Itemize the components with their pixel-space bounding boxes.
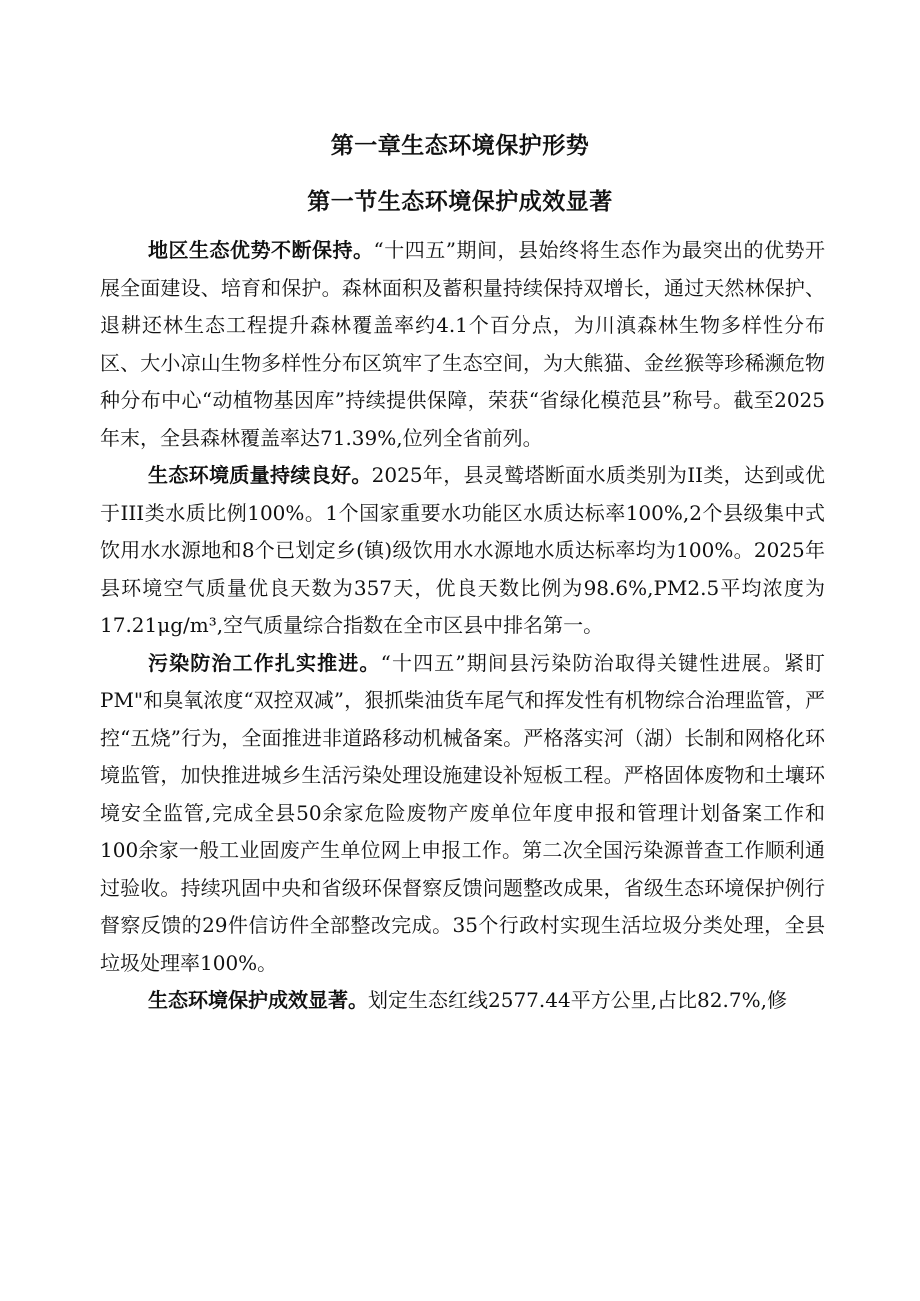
paragraph-protection-results bbox=[100, 982, 825, 1020]
paragraph-lead: 生态环境质量持续良好。 bbox=[148, 463, 372, 487]
paragraph-lead: 地区生态优势不断保持。 bbox=[148, 238, 374, 262]
paragraph-text: “十四五”期间，县始终将生态作为最突出的优势开展全面建设、培育和保护。森林面积及蓄积量持续保持双增长，通过天然林保护、退耕还林生态工程提升森林覆盖率约4.1个百分点，为川滇森林生物多样性分布区、大小凉山生物多样性分布区筑牢了生态空间，为大熊猫、金丝猴等珍稀濒危物种分布中心“动植物基因库”持续提供保障，荣获“省绿化模范县”称号。截至2025年末，全县森林覆盖率达71.39%,位列全省前列。 bbox=[100, 238, 825, 450]
paragraph-text: 划定生态红线2577.44平方公里,占比82.7%,修 bbox=[368, 988, 787, 1012]
paragraph-environment-quality bbox=[100, 457, 825, 645]
paragraph-pollution-control bbox=[100, 645, 825, 983]
chapter-title: 第一章生态环境保护形势 bbox=[330, 133, 590, 159]
paragraph-lead: 污染防治工作扎实推进。 bbox=[148, 650, 381, 675]
paragraph-ecological-advantage bbox=[100, 232, 825, 457]
paragraph-text: 2025年，县灵鹫塔断面水质类别为II类，达到或优于III类水质比例100%。1个国家重要水功能区水质达标率100%,2个县级集中式饮用水水源地和8个已划定乡(镇)级饮用水水源地水质达标率均为100%。2025年县环境空气质量优良天数为357天，优良天数比例为98.6%,PM2.5平均浓度为17.21μg/m³,空气质量综合指数在全市区县中排名第一。 bbox=[100, 463, 825, 637]
document-body bbox=[100, 232, 825, 1020]
section-title: 第一节生态环境保护成效显著 bbox=[307, 189, 613, 215]
paragraph-text: “十四五”期间县污染防治取得关键性进展。紧盯PM"和臭氧浓度“双控双减”，狠抓柴油货车尾气和挥发性有机物综合治理监管，严控“五烧”行为，全面推进非道路移动机械备案。严格落实河（湖）长制和网格化环境监管，加快推进城乡生活污染处理设施建设补短板工程。严格固体废物和土壤环境安全监管,完成全县50余家危险废物产废单位年度申报和管理计划备案工作和100余家一般工业固废产生单位网上申报工作。第二次全国污染源普查工作顺利通过验收。持续巩固中央和省级环保督察反馈问题整改成果，省级生态环境保护例行督察反馈的29件信访件全部整改完成。35个行政村实现生活垃圾分类处理，全县垃圾处理率100%。 bbox=[100, 650, 826, 975]
paragraph-lead: 生态环境保护成效显著。 bbox=[148, 988, 368, 1012]
